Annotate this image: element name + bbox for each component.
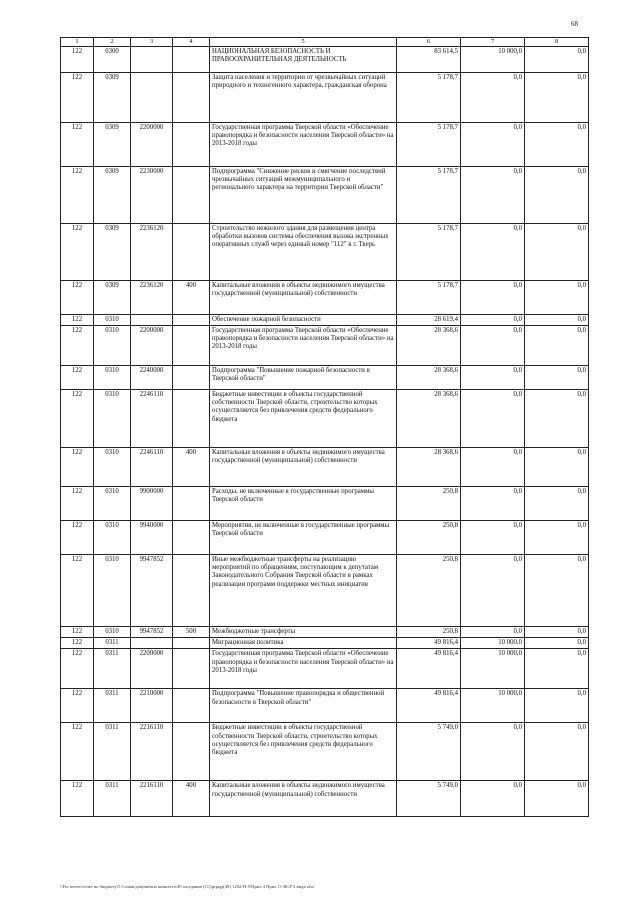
amount-cell: 0,0	[525, 315, 589, 326]
section-cell: 0310	[94, 315, 131, 326]
expense-type-cell: 500	[173, 627, 210, 638]
amount-cell: 10 000,0	[461, 638, 525, 649]
amount-cell: 0,0	[525, 366, 589, 390]
code-cell: 122	[61, 224, 94, 281]
target-code-cell: 2236120	[131, 281, 173, 315]
column-header-8: 8	[525, 38, 589, 47]
section-cell: 0310	[94, 448, 131, 487]
target-code-cell: 9940000	[131, 521, 173, 555]
amount-cell: 49 816,4	[397, 638, 461, 649]
section-cell: 0300	[94, 47, 131, 73]
amount-cell: 0,0	[525, 448, 589, 487]
target-code-cell: 2200000	[131, 123, 173, 167]
amount-cell: 0,0	[461, 326, 525, 366]
section-cell: 0310	[94, 521, 131, 555]
amount-cell: 0,0	[525, 487, 589, 521]
item-name-cell: Подпрограмма "Снижение рисков и смягчение последствий чрезвычайных ситуаций межмуниципального и регионального характера на территории Тверской области"	[210, 167, 397, 224]
amount-cell: 5 178,7	[397, 123, 461, 167]
amount-cell: 0,0	[525, 123, 589, 167]
amount-cell: 0,0	[461, 73, 525, 123]
expense-type-cell	[173, 390, 210, 448]
amount-cell: 0,0	[461, 281, 525, 315]
expense-type-cell	[173, 366, 210, 390]
target-code-cell: 2210000	[131, 689, 173, 723]
file-path-footer: \\Fis-server\отчет во бюджету\5 Созыв\документы комитета\49 заседание (11)\prprgr(49) 1292-П-5\Прил 4 Прил 11 ВСР 3 вида.xlsx	[60, 884, 315, 889]
amount-cell: 49 816,4	[397, 649, 461, 689]
code-cell: 122	[61, 366, 94, 390]
code-cell: 122	[61, 390, 94, 448]
amount-cell: 0,0	[461, 487, 525, 521]
amount-cell: 0,0	[525, 224, 589, 281]
section-cell: 0309	[94, 281, 131, 315]
amount-cell: 5 178,7	[397, 73, 461, 123]
item-name-cell: Миграционная политика	[210, 638, 397, 649]
code-cell: 122	[61, 123, 94, 167]
table-row	[61, 281, 589, 315]
table-row	[61, 487, 589, 521]
item-name-cell: Обеспечение пожарной безопасности	[210, 315, 397, 326]
item-name-cell: Бюджетные инвестиции в объекты государственной собственности Тверской области, строительство которых осуществляется без привлечения средств федерального бюджета	[210, 723, 397, 781]
amount-cell: 0,0	[525, 638, 589, 649]
amount-cell: 250,8	[397, 487, 461, 521]
expense-type-cell	[173, 487, 210, 521]
table-row	[61, 224, 589, 281]
amount-cell: 5 178,7	[397, 281, 461, 315]
table-row	[61, 627, 589, 638]
amount-cell: 0,0	[525, 649, 589, 689]
item-name-cell: Государственная программа Тверской области «Обеспечение правопорядка и безопасности населения Тверской области» на 2013-2018 годы	[210, 649, 397, 689]
expense-type-cell	[173, 167, 210, 224]
amount-cell: 5 749,0	[397, 723, 461, 781]
table-row	[61, 73, 589, 123]
table-row	[61, 326, 589, 366]
page-number: 68	[571, 20, 578, 28]
amount-cell: 0,0	[461, 390, 525, 448]
amount-cell: 5 178,7	[397, 224, 461, 281]
column-header-3: 3	[131, 38, 173, 47]
item-name-cell: Государственная программа Тверской области «Обеспечение правопорядка и безопасности населения Тверской области» на 2013-2018 годы	[210, 123, 397, 167]
table-row	[61, 315, 589, 326]
item-name-cell: Бюджетные инвестиции в объекты государственной собственности Тверской области, строительство которых осуществляется без привлечения средств федерального бюджета	[210, 390, 397, 448]
expense-type-cell: 400	[173, 281, 210, 315]
item-name-cell: НАЦИОНАЛЬНАЯ БЕЗОПАСНОСТЬ И ПРАВООХРАНИТЕЛЬНАЯ ДЕЯТЕЛЬНОСТЬ	[210, 47, 397, 73]
column-header-4: 4	[173, 38, 210, 47]
amount-cell: 0,0	[461, 627, 525, 638]
amount-cell: 0,0	[525, 723, 589, 781]
target-code-cell: 2200000	[131, 649, 173, 689]
item-name-cell: Строительство нежилого здания для размещения центра обработки вызовов системы обеспечения вызова экстренных оперативных служб через единый номер "112" в г. Тверь	[210, 224, 397, 281]
item-name-cell: Подпрограмма "Повышение правопорядка и общественной безопасности в Тверской области"	[210, 689, 397, 723]
code-cell: 122	[61, 448, 94, 487]
section-cell: 0310	[94, 326, 131, 366]
expense-type-cell	[173, 555, 210, 627]
expense-type-cell	[173, 326, 210, 366]
code-cell: 122	[61, 73, 94, 123]
target-code-cell: 2230000	[131, 167, 173, 224]
target-code-cell: 2240000	[131, 366, 173, 390]
target-code-cell	[131, 47, 173, 73]
amount-cell: 0,0	[461, 555, 525, 627]
item-name-cell: Мероприятия, не включенные в государственные программы Тверской области	[210, 521, 397, 555]
code-cell: 122	[61, 723, 94, 781]
amount-cell: 0,0	[461, 224, 525, 281]
amount-cell: 0,0	[461, 521, 525, 555]
section-cell: 0311	[94, 723, 131, 781]
table-row	[61, 366, 589, 390]
section-cell: 0311	[94, 781, 131, 817]
code-cell: 122	[61, 649, 94, 689]
amount-cell: 5 749,0	[397, 781, 461, 817]
amount-cell: 10 000,0	[461, 47, 525, 73]
table-row	[61, 555, 589, 627]
expense-type-cell	[173, 47, 210, 73]
section-cell: 0309	[94, 123, 131, 167]
code-cell: 122	[61, 47, 94, 73]
table-row	[61, 123, 589, 167]
amount-cell: 28 368,6	[397, 390, 461, 448]
section-cell: 0311	[94, 689, 131, 723]
amount-cell: 250,8	[397, 627, 461, 638]
target-code-cell: 2236120	[131, 224, 173, 281]
section-cell: 0309	[94, 224, 131, 281]
code-cell: 122	[61, 521, 94, 555]
amount-cell: 0,0	[525, 781, 589, 817]
code-cell: 122	[61, 167, 94, 224]
code-cell: 122	[61, 781, 94, 817]
amount-cell: 0,0	[525, 281, 589, 315]
column-header-1: 1	[61, 38, 94, 47]
column-header-2: 2	[94, 38, 131, 47]
target-code-cell: 9947852	[131, 555, 173, 627]
target-code-cell: 2216110	[131, 781, 173, 817]
amount-cell: 0,0	[461, 123, 525, 167]
item-name-cell: Межбюджетные трансферты	[210, 627, 397, 638]
code-cell: 122	[61, 281, 94, 315]
target-code-cell: 2246110	[131, 390, 173, 448]
section-cell: 0309	[94, 167, 131, 224]
target-code-cell	[131, 73, 173, 123]
amount-cell: 0,0	[525, 521, 589, 555]
table-row	[61, 167, 589, 224]
item-name-cell: Капитальные вложения в объекты недвижимого имущества государственной (муниципальной) собственности	[210, 281, 397, 315]
expense-type-cell	[173, 73, 210, 123]
code-cell: 122	[61, 638, 94, 649]
amount-cell: 28 619,4	[397, 315, 461, 326]
section-cell: 0310	[94, 487, 131, 521]
expense-type-cell	[173, 521, 210, 555]
code-cell: 122	[61, 555, 94, 627]
expense-type-cell	[173, 224, 210, 281]
table-row	[61, 390, 589, 448]
table-row	[61, 448, 589, 487]
section-cell: 0310	[94, 627, 131, 638]
amount-cell: 0,0	[461, 315, 525, 326]
expense-type-cell	[173, 315, 210, 326]
item-name-cell: Капитальные вложения в объекты недвижимого имущества государственной (муниципальной) собственности	[210, 448, 397, 487]
target-code-cell: 2216110	[131, 723, 173, 781]
item-name-cell: Защита населения и территории от чрезвычайных ситуаций природного и техногенного характера, гражданская оборона	[210, 73, 397, 123]
amount-cell: 10 000,0	[461, 649, 525, 689]
section-cell: 0310	[94, 390, 131, 448]
table-row	[61, 781, 589, 817]
target-code-cell: 9947852	[131, 627, 173, 638]
target-code-cell	[131, 315, 173, 326]
item-name-cell: Подпрограмма "Повышение пожарной безопасности в Тверской области"	[210, 366, 397, 390]
amount-cell: 0,0	[525, 390, 589, 448]
amount-cell: 83 614,5	[397, 47, 461, 73]
section-cell: 0311	[94, 649, 131, 689]
table-header-row	[61, 38, 589, 47]
amount-cell: 0,0	[525, 167, 589, 224]
item-name-cell: Расходы, не включенные в государственные программы Тверской области	[210, 487, 397, 521]
amount-cell: 28 368,6	[397, 326, 461, 366]
expense-type-cell	[173, 649, 210, 689]
expense-type-cell	[173, 689, 210, 723]
item-name-cell: Капитальные вложения в объекты недвижимого имущества государственной (муниципальной) собственности	[210, 781, 397, 817]
amount-cell: 0,0	[461, 448, 525, 487]
amount-cell: 28 368,6	[397, 366, 461, 390]
amount-cell: 0,0	[461, 781, 525, 817]
amount-cell: 28 368,6	[397, 448, 461, 487]
table-row	[61, 723, 589, 781]
target-code-cell: 9900000	[131, 487, 173, 521]
section-cell: 0309	[94, 73, 131, 123]
code-cell: 122	[61, 689, 94, 723]
code-cell: 122	[61, 487, 94, 521]
column-header-5: 5	[210, 38, 397, 47]
amount-cell: 0,0	[461, 723, 525, 781]
section-cell: 0310	[94, 555, 131, 627]
amount-cell: 250,8	[397, 555, 461, 627]
column-header-6: 6	[397, 38, 461, 47]
table-row	[61, 649, 589, 689]
code-cell: 122	[61, 326, 94, 366]
table-body	[61, 47, 589, 817]
amount-cell: 0,0	[525, 47, 589, 73]
table-row	[61, 689, 589, 723]
amount-cell: 0,0	[525, 555, 589, 627]
amount-cell: 0,0	[461, 167, 525, 224]
amount-cell: 250,8	[397, 521, 461, 555]
table-row	[61, 638, 589, 649]
amount-cell: 0,0	[525, 326, 589, 366]
target-code-cell: 2246110	[131, 448, 173, 487]
target-code-cell	[131, 638, 173, 649]
expense-type-cell	[173, 638, 210, 649]
amount-cell: 49 816,4	[397, 689, 461, 723]
expense-type-cell	[173, 723, 210, 781]
item-name-cell: Иные межбюджетные трансферты на реализацию мероприятий по обращениям, поступающим к депутатам Законодательного Собрания Тверской области в рамках реализации программ поддержки местных инициатив	[210, 555, 397, 627]
expense-type-cell: 400	[173, 448, 210, 487]
amount-cell: 0,0	[525, 689, 589, 723]
section-cell: 0310	[94, 366, 131, 390]
amount-cell: 0,0	[525, 627, 589, 638]
table-row	[61, 521, 589, 555]
expense-type-cell	[173, 123, 210, 167]
section-cell: 0311	[94, 638, 131, 649]
table-row	[61, 47, 589, 73]
amount-cell: 10 000,0	[461, 689, 525, 723]
budget-table	[60, 37, 589, 817]
item-name-cell: Государственная программа Тверской области «Обеспечение правопорядка и безопасности населения Тверской области» на 2013-2018 годы	[210, 326, 397, 366]
code-cell: 122	[61, 627, 94, 638]
column-header-7: 7	[461, 38, 525, 47]
target-code-cell: 2200000	[131, 326, 173, 366]
expense-type-cell: 400	[173, 781, 210, 817]
amount-cell: 0,0	[461, 366, 525, 390]
amount-cell: 0,0	[525, 73, 589, 123]
code-cell: 122	[61, 315, 94, 326]
amount-cell: 5 178,7	[397, 167, 461, 224]
